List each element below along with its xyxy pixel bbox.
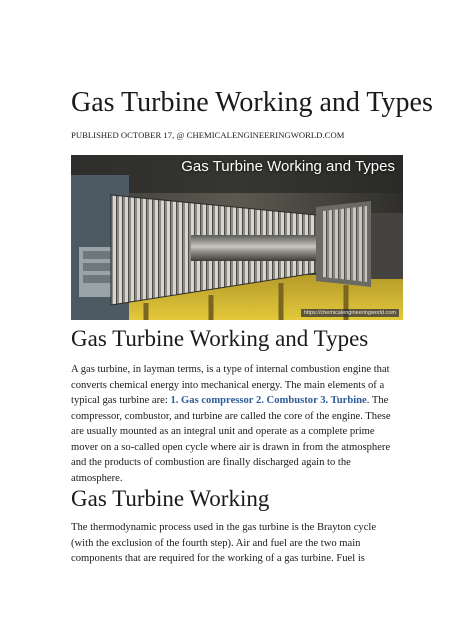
paragraph-line: The thermodynamic process used in the gas turbine is the Brayton cycle (71, 522, 377, 533)
turbine-illustration (71, 155, 403, 320)
paragraph-line: atmosphere. (71, 472, 123, 484)
paragraph-line: A gas turbine, in layman terms, is a type of internal combustion engine that (71, 364, 390, 375)
section-heading-types: Gas Turbine Working and Types (71, 326, 369, 351)
hero-watermark: https://chemicalengineeringworld.com (301, 309, 399, 317)
section-paragraph-working (71, 520, 411, 567)
hero-image (71, 155, 403, 320)
paragraph-line: are usually mounted as an integral unit and operate as a complete prime (71, 426, 375, 437)
byline: PUBLISHED OCTOBER 17, @ CHEMICALENGINEERINGWORLD.COM (71, 130, 345, 140)
section-paragraph-types (71, 362, 411, 486)
paragraph-line: compressor, combustor, and turbine are called the core of the engine. These (71, 410, 391, 422)
document-title: Gas Turbine Working and Types (71, 87, 433, 118)
section-heading-working: Gas Turbine Working (71, 486, 270, 511)
paragraph-line: components that are required for the working of a gas turbine. Fuel is (71, 553, 365, 564)
paragraph-line: and the products of combustion are finally discharged again to the (71, 457, 351, 468)
paragraph-line: converts chemical energy into mechanical energy. The main elements of a (71, 379, 385, 391)
paragraph-line-end: . The (366, 395, 389, 406)
paragraph-line (71, 393, 411, 409)
paragraph-line: (with the exclusion of the fourth step). Air and fuel are the two main (71, 537, 361, 549)
hero-caption: Gas Turbine Working and Types (181, 158, 395, 175)
exhaust-end (371, 213, 403, 279)
turbine-elements-list: 1. Gas compressor 2. Combustor 3. Turbine (170, 395, 367, 406)
paragraph-line-start: typical gas turbine are: (71, 395, 171, 406)
paragraph-line: mover on a so-called open cycle where air is drawn in from the atmosphere (71, 441, 391, 453)
